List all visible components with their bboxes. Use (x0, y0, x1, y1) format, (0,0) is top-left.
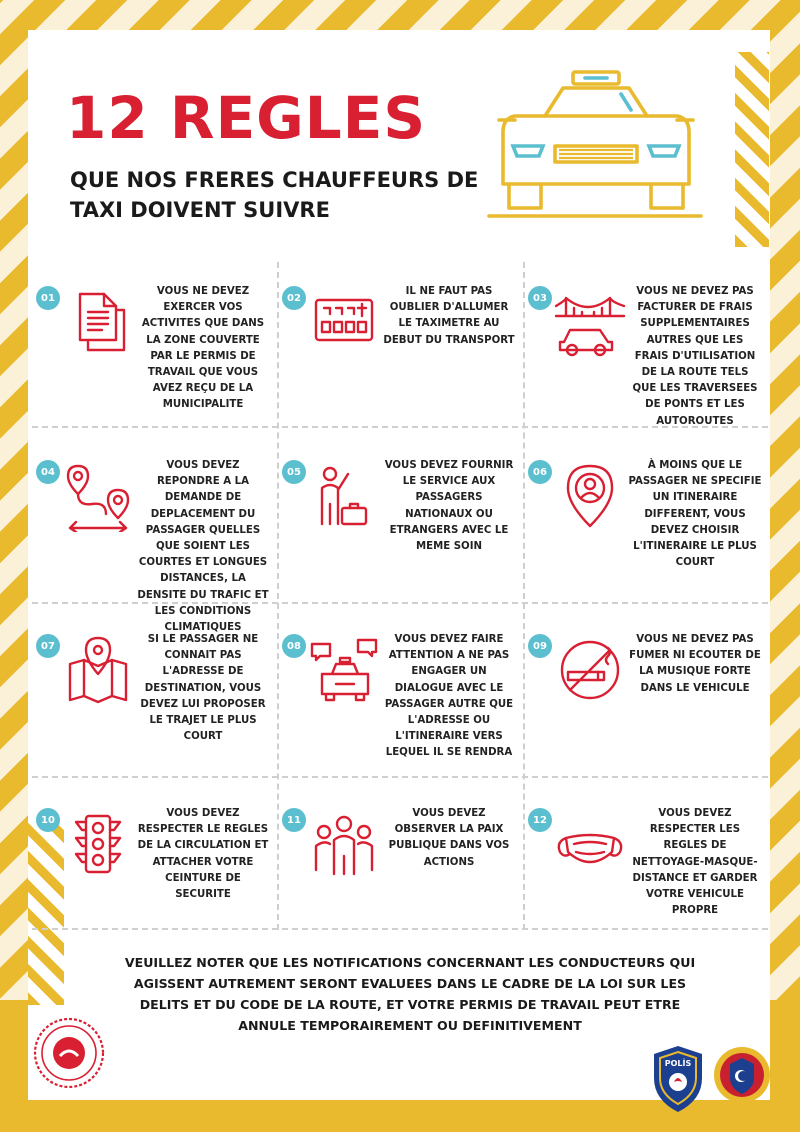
rule-number: 11 (282, 808, 306, 832)
taximeter-icon (308, 286, 380, 358)
rule-number: 01 (36, 286, 60, 310)
page-title: 12 REGLES (66, 84, 427, 152)
gendarmerie-badge-icon (712, 1044, 772, 1106)
people-icon (308, 808, 380, 880)
rule-number: 10 (36, 808, 60, 832)
rule-card (32, 446, 277, 634)
legal-notice: VEUILLEZ NOTER QUE LES NOTIFICATIONS CONCERNANT LES CONDUCTEURS QUI AGISSENT AUTREMENT SERONT EVALUEES DANS LE CADRE DE LA LOI SUR LES DELITS ET DU CODE DE LA ROUTE, ET VOTRE PERMIS DE TRAVAIL PEUT ETRE ANNULE TEMPORAIREMENT OU DEFINITIVEMENT (124, 955, 696, 1033)
rule-text: VOUS NE DEVEZ PAS FACTURER DE FRAIS SUPPLEMENTAIRES AUTRES QUE LES FRAIS D'UTILISATION DE LA ROUTE TELS QUE LES TRAVERSEES DE PONTS ET LES AUTOROUTES (632, 286, 758, 427)
rule-number: 06 (528, 460, 552, 484)
rule-text: SI LE PASSAGER NE CONNAIT PAS L'ADRESSE DE DESTINATION, VOUS DEVEZ LUI PROPOSER LE TRAJET LE PLUS COURT (140, 634, 266, 743)
rule-number: 05 (282, 460, 306, 484)
page-subtitle: QUE NOS FRERES CHAUFFEURS DE TAXI DOIVENT SUIVRE (70, 168, 479, 222)
decor-stripes-right (735, 52, 769, 247)
location-person-icon (554, 460, 626, 532)
rule-text: VOUS NE DEVEZ PAS FUMER NI ECOUTER DE LA MUSIQUE FORTE DANS LE VEHICULE (629, 634, 761, 694)
taxi-dialogue-icon (308, 634, 380, 706)
traffic-light-icon (62, 808, 134, 880)
route-icon (62, 460, 134, 532)
taxi-front-icon (485, 66, 705, 224)
rule-card (32, 794, 277, 961)
rule-text: VOUS DEVEZ FAIRE ATTENTION A NE PAS ENGAGER UN DIALOGUE AVEC LE PASSAGER AUTRE QUE L'ADRESSE OU L'ITINERAIRE VERS LEQUEL IL SE RENDRA (384, 634, 514, 759)
rule-card (278, 620, 523, 787)
rule-text: VOUS DEVEZ OBSERVER LA PAIX PUBLIQUE DANS VOS ACTIONS (388, 808, 510, 868)
no-smoking-icon (554, 634, 626, 706)
rule-card (32, 272, 277, 439)
rule-text: VOUS NE DEVEZ EXERCER VOS ACTIVITES QUE DANS LA ZONE COUVERTE PAR LE PERMIS DE TRAVAIL QUE VOUS AVEZ REÇU DE LA MUNICIPALITE (141, 286, 265, 411)
map-pin-icon (62, 634, 134, 706)
documents-icon (62, 286, 134, 358)
rule-number: 07 (36, 634, 60, 658)
rule-card (278, 446, 523, 613)
rule-text: VOUS DEVEZ RESPECTER LE REGLES DE LA CIRCULATION ET ATTACHER VOTRE CEINTURE DE SECURITE (137, 808, 269, 901)
rule-card (524, 272, 769, 439)
rule-card (524, 446, 769, 613)
rule-card (32, 620, 277, 787)
rule-text: VOUS DEVEZ REPONDRE A LA DEMANDE DE DEPLACEMENT DU PASSAGER QUELLES QUE SOIENT LES COURTES ET LONGUES DISTANCES, LA DENSITE DU TRAFIC ET LES CONDITIONS CLIMATIQUES (137, 460, 269, 634)
police-badge-icon (650, 1044, 706, 1114)
ministry-seal-icon (32, 1016, 106, 1090)
rule-card (524, 794, 769, 961)
rule-card (278, 794, 523, 961)
rules-grid (32, 262, 768, 930)
rule-text: VOUS DEVEZ FOURNIR LE SERVICE AUX PASSAGERS NATIONAUX OU ETRANGERS AVEC LE MEME SOIN (384, 460, 514, 553)
rule-text: VOUS DEVEZ RESPECTER LES REGLES DE NETTOYAGE-MASQUE-DISTANCE ET GARDER VOTRE VEHICULE PROPRE (632, 808, 758, 917)
rule-number: 09 (528, 634, 552, 658)
passenger-luggage-icon (308, 460, 380, 532)
bridge-car-icon (554, 286, 626, 358)
rule-text: IL NE FAUT PAS OUBLIER D'ALLUMER LE TAXIMETRE AU DEBUT DU TRANSPORT (383, 286, 515, 346)
rule-number: 03 (528, 286, 552, 310)
rule-number: 04 (36, 460, 60, 484)
mask-icon (554, 808, 626, 880)
rule-card (524, 620, 769, 787)
rule-number: 12 (528, 808, 552, 832)
rule-card (278, 272, 523, 439)
police-badge-text: POLİS (664, 1059, 692, 1068)
rule-number: 02 (282, 286, 306, 310)
rule-number: 08 (282, 634, 306, 658)
rule-text: À MOINS QUE LE PASSAGER NE SPECIFIE UN ITINERAIRE DIFFERENT, VOUS DEVEZ CHOISIR L'ITINERAIRE LE PLUS COURT (628, 460, 762, 569)
